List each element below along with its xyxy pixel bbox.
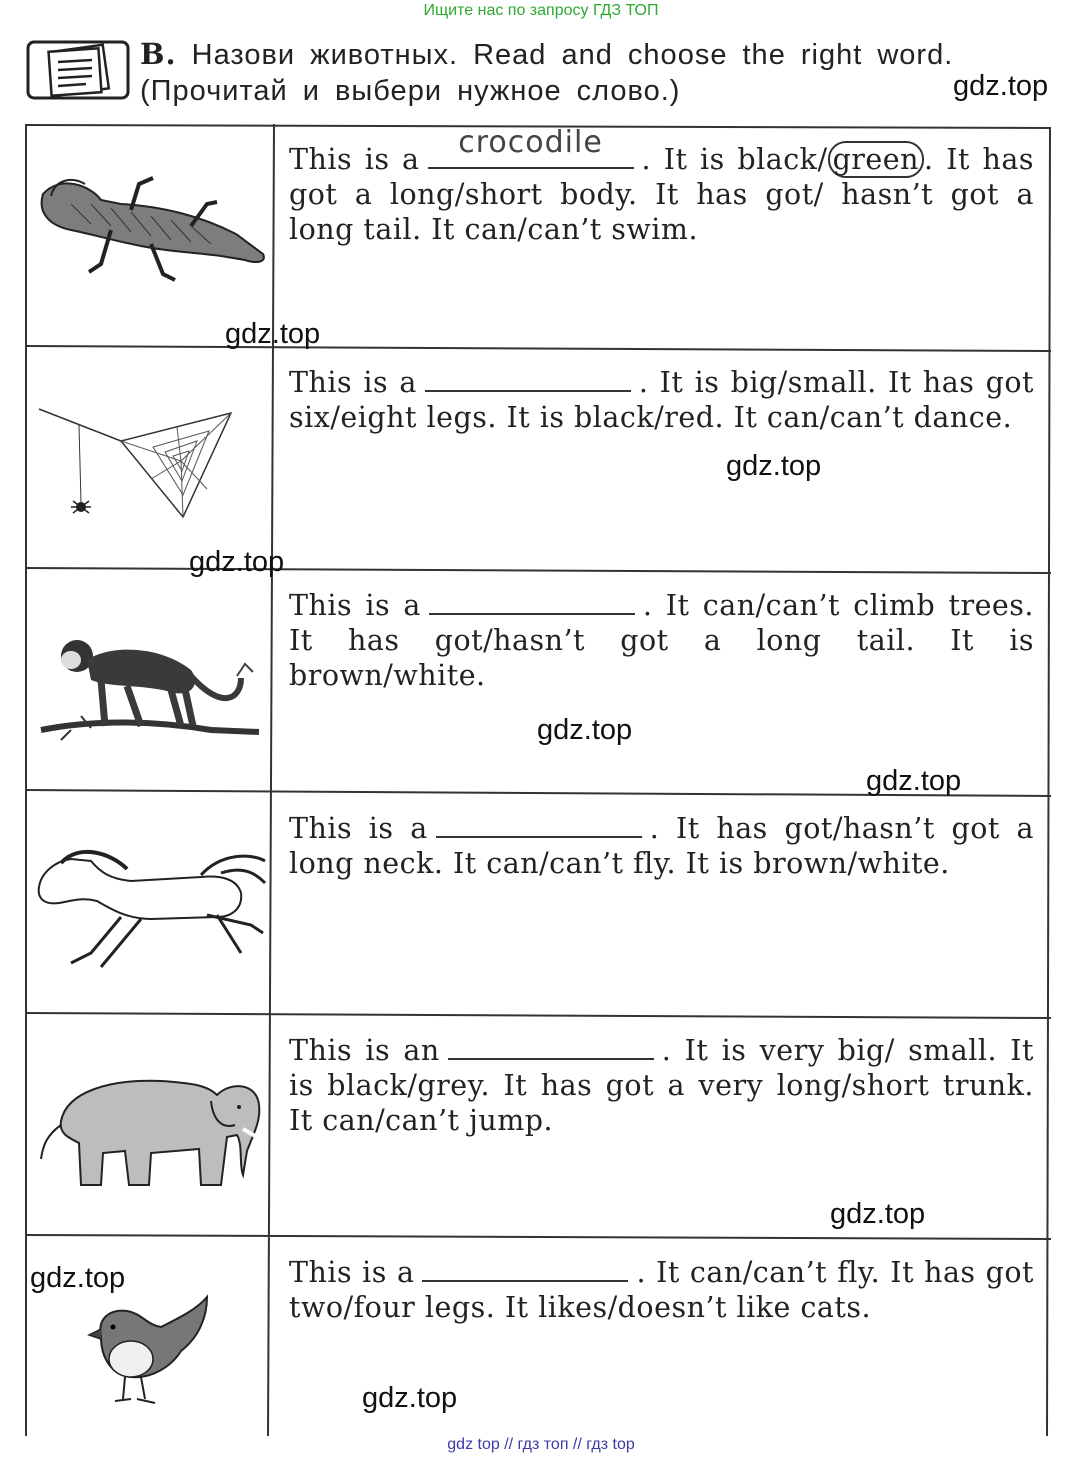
exercise-text-6 xyxy=(289,1255,1034,1325)
sentence-start: This is a xyxy=(289,812,428,845)
answer-blank[interactable] xyxy=(428,125,634,169)
top-search-link[interactable]: Ищите нас по запросу ГДЗ ТОП xyxy=(423,2,659,19)
spider-picture xyxy=(31,357,269,557)
exercise-text-5 xyxy=(289,1033,1034,1138)
sentence-end: . It is big/small. It has got six/eight legs. It is black/red. It can/can’t dance. xyxy=(289,366,1034,434)
answer-blank[interactable] xyxy=(422,1258,628,1282)
sentence-end: . It is very big/ small. It is black/grey. It has got a very long/short trunk. It can/can’t jump. xyxy=(289,1034,1035,1137)
answer-blank[interactable] xyxy=(448,1036,654,1060)
sentence-start: This is a xyxy=(289,589,421,622)
task-letter: B. xyxy=(140,37,177,71)
task-header xyxy=(26,36,1066,116)
sentence-end: . It can/can’t climb trees. It has got/hasn’t got a long tail. It is brown/white. xyxy=(289,589,1034,692)
exercise-text-2 xyxy=(289,365,1034,435)
sentence-start: This is an xyxy=(289,1034,440,1067)
watermark: gdz.top xyxy=(225,318,321,350)
bottom-links[interactable]: gdz top // гдз топ // гдз top xyxy=(447,1436,635,1453)
sentence-start: This is a xyxy=(289,143,420,176)
sentence-start: This is a xyxy=(289,366,417,399)
sentence-start: This is a xyxy=(289,1256,415,1289)
task-line-1: Назови животных. Read and choose the right word. xyxy=(191,39,954,71)
watermark: gdz.top xyxy=(189,546,285,578)
answer-blank[interactable] xyxy=(429,591,635,615)
watermark: gdz.top xyxy=(726,450,822,482)
exercise-text-1 xyxy=(289,125,1034,247)
circled-answer[interactable]: green xyxy=(828,141,924,178)
horse-picture xyxy=(31,803,269,1003)
watermark: gdz.top xyxy=(30,1262,126,1294)
task-instructions xyxy=(140,36,1060,109)
monkey-picture xyxy=(31,580,269,780)
exercise-row-bird xyxy=(25,1237,1052,1459)
sentence-end: . It has got a long/short body. It has got/ hasn’t got a long tail. It can/can’t swim. xyxy=(289,143,1034,246)
watermark: gdz.top xyxy=(537,714,633,746)
elephant-picture xyxy=(31,1025,269,1225)
watermark: gdz.top xyxy=(953,70,1049,102)
answer-blank[interactable] xyxy=(436,814,642,838)
sentence-end: . It has got/hasn’t got a long neck. It can/can’t fly. It is brown/white. xyxy=(289,812,1034,880)
exercise-text-4 xyxy=(289,811,1034,881)
exercise-row-horse xyxy=(25,793,1052,1015)
exercise-row-monkey xyxy=(25,570,1052,792)
watermark: gdz.top xyxy=(830,1198,926,1230)
task-line-2: (Прочитай и выбери нужное слово.) xyxy=(140,75,681,107)
exercise-row-crocodile xyxy=(25,124,1052,346)
notebook-icon xyxy=(26,40,130,100)
handwritten-answer: crocodile xyxy=(458,125,603,160)
answer-blank[interactable] xyxy=(425,368,631,392)
sentence-part: . It is black/ xyxy=(641,143,828,176)
watermark: gdz.top xyxy=(362,1382,458,1414)
sentence-end: . It can/can’t fly. It has got two/four legs. It likes/doesn’t like cats. xyxy=(289,1256,1034,1324)
watermark: gdz.top xyxy=(866,765,962,797)
crocodile-picture xyxy=(31,134,269,334)
exercise-text-3 xyxy=(289,588,1034,693)
exercise-row-spider xyxy=(25,347,1052,569)
